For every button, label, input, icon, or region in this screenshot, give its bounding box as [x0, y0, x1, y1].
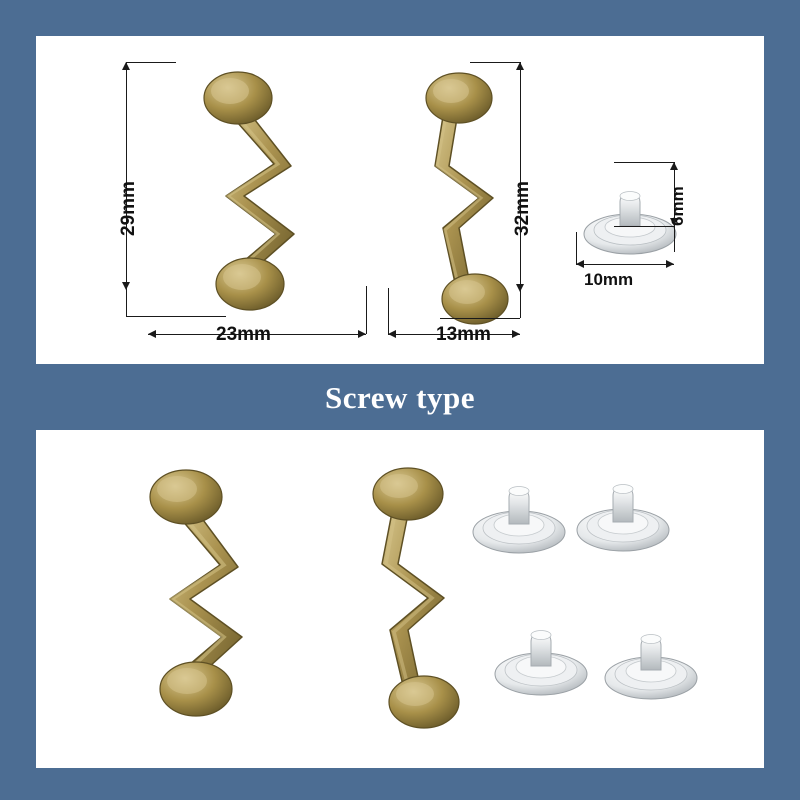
hook-clasp-left [166, 56, 386, 326]
screw-rivet-photo-1 [464, 470, 574, 570]
screw-rivet-photo-3 [486, 612, 596, 712]
dim-29mm-ext-top [126, 62, 176, 63]
dim-32mm-arrow-bottom [516, 284, 524, 292]
screw-rivet-photo-4 [596, 616, 706, 716]
dim-29mm-arrow-top [122, 62, 130, 70]
page-title: Screw type [325, 380, 475, 415]
hook-clasp-left-photo [96, 455, 336, 725]
dim-10mm-arrow-left [576, 260, 584, 268]
dim-29mm-ext-bottom [126, 316, 226, 317]
clasp-top-cap [204, 72, 272, 124]
dim-23mm-label: 23mm [216, 324, 271, 345]
dim-10mm-ext-left [576, 232, 577, 264]
dim-23mm-arrow-right [358, 330, 366, 338]
dim-10mm-label: 10mm [584, 270, 634, 289]
product-photo-panel [36, 430, 764, 768]
dim-23mm-ext-right [366, 286, 367, 334]
hook-clasp-right [401, 58, 581, 333]
clasp-bottom-cap [442, 274, 508, 324]
dim-6mm-ext-bottom [614, 226, 674, 227]
clasp-bottom-cap [160, 662, 232, 716]
clasp-top-cap [373, 468, 443, 520]
dim-6mm-ext-top [614, 162, 674, 163]
screw-rivet-photo-2 [568, 468, 678, 568]
dim-13mm-arrow-right [512, 330, 520, 338]
dim-29mm-label: 29mm [118, 181, 139, 236]
dim-6mm-arrow-top [670, 162, 678, 170]
clasp-bottom-cap [216, 258, 284, 310]
dim-13mm-ext-left [388, 288, 389, 334]
dim-13mm-arrow-left [388, 330, 396, 338]
dim-32mm-label: 32mm [512, 181, 533, 236]
dim-32mm-arrow-top [516, 62, 524, 70]
dim-23mm-arrow-left [148, 330, 156, 338]
clasp-top-cap [150, 470, 222, 524]
dim-29mm-arrow-bottom [122, 282, 130, 290]
dim-6mm-label: 6mm [668, 186, 687, 226]
dim-10mm-line [576, 264, 674, 265]
clasp-top-cap [426, 73, 492, 123]
dim-10mm-arrow-right [666, 260, 674, 268]
dim-32mm-ext-top [470, 62, 520, 63]
section-title-band [0, 370, 800, 426]
dim-32mm-ext-bottom [440, 318, 520, 319]
dimension-diagram-panel [36, 36, 764, 364]
dim-13mm-label: 13mm [436, 324, 491, 345]
clasp-bottom-cap [389, 676, 459, 728]
